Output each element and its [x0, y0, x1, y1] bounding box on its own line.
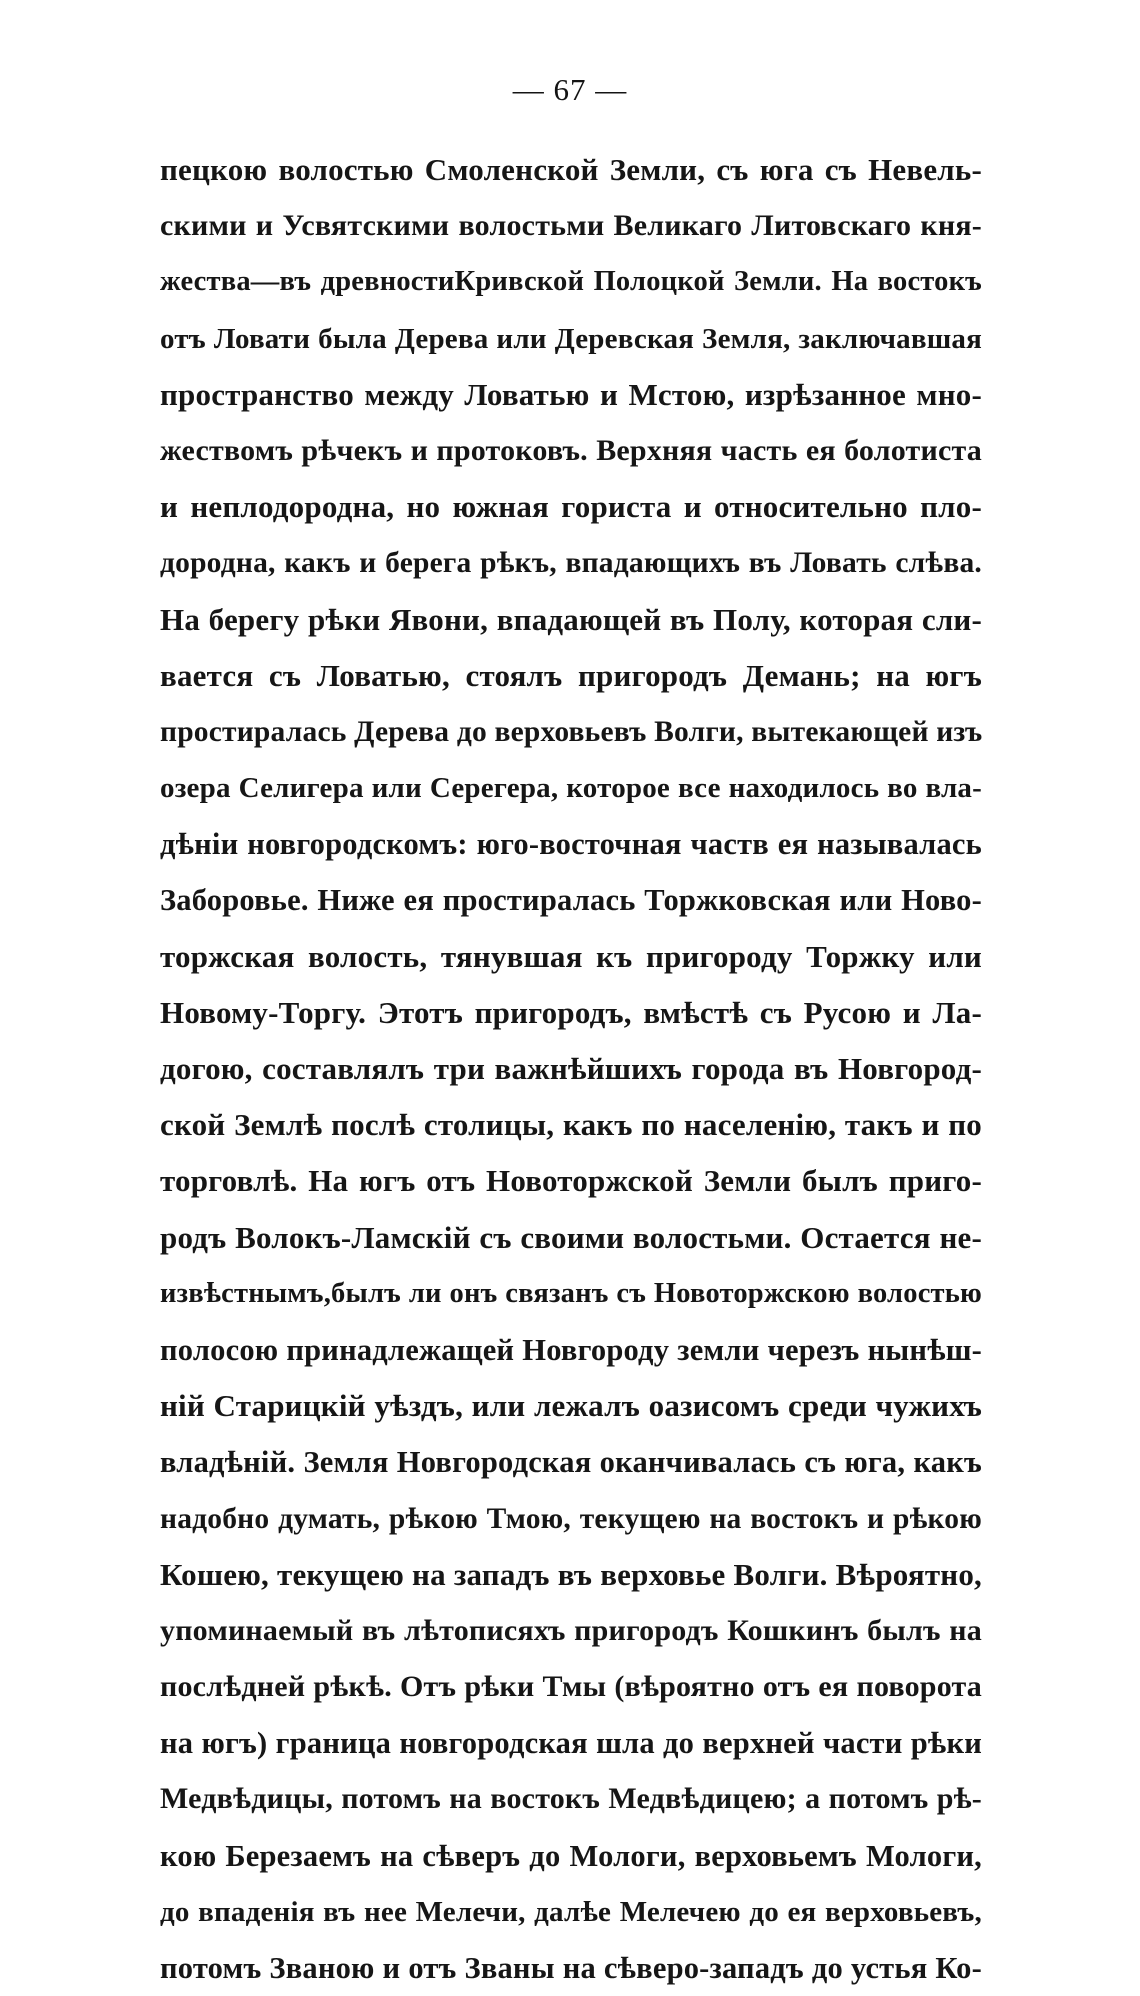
text-line: родъ Волокъ-Ламскій съ своими волостьми. Остается не- [160, 1219, 982, 1255]
text-line: торговлѣ. На югъ отъ Новоторжской Земли былъ приго- [160, 1163, 982, 1199]
text-line: на югъ) граница новгородская шла до верхней части рѣки [160, 1726, 982, 1761]
text-line: до впаденія въ нее Мелечи, далѣе Мелечею до ея верховьевъ, [160, 1895, 982, 1928]
text-line: дородна, какъ и берега рѣкъ, впадающихъ въ Ловать слѣва. [160, 547, 982, 580]
text-line: полосою принадлежащей Новгороду земли черезъ нынѣш- [160, 1332, 982, 1367]
text-line: Новому-Торгу. Этотъ пригородъ, вмѣстѣ съ Русою и Ла- [160, 994, 982, 1030]
text-line: вается съ Ловатью, стоялъ пригородъ Демань; на югъ [160, 657, 982, 693]
text-line: владѣній. Земля Новгородская оканчивалась съ юга, какъ [160, 1445, 982, 1480]
text-line: ской Землѣ послѣ столицы, какъ по населенію, такъ и по [160, 1107, 982, 1143]
text-line: упоминаемый въ лѣтописяхъ пригородъ Кошкинъ былъ на [160, 1613, 982, 1647]
text-line: извѣстнымъ,былъ ли онъ связанъ съ Новоторжскою волостью [160, 1277, 982, 1309]
text-line: ній Старицкій уѣздъ, или лежалъ оазисомъ среди чужихъ [160, 1388, 982, 1424]
text-line: На берегу рѣки Явони, впадающей въ Полу, которая сли- [160, 601, 982, 637]
text-line: Заборовье. Ниже ея простиралась Торжковская или Ново- [160, 883, 982, 918]
text-line: потомъ Званою и отъ Званы на сѣверо-западъ до устья Ко- [160, 1951, 982, 1985]
text-line: послѣдней рѣкѣ. Отъ рѣки Тмы (вѣроятно отъ ея поворота [160, 1670, 982, 1704]
text-line: надобно думать, рѣкою Тмою, текущею на востокъ и рѣкою [160, 1502, 982, 1535]
page-number: — 67 — [512, 72, 628, 107]
text-line: озера Селигера или Серегера, которое все находилось во вла- [160, 772, 982, 805]
text-line: жества—въ древностиКривской Полоцкой Земли. На востокъ [160, 266, 982, 298]
body-text [160, 142, 982, 1996]
text-line: отъ Ловати была Дерева или Деревская Земля, заключавшая [160, 322, 982, 355]
text-line: скими и Усвятскими волостьми Великаго Литовскаго кня- [160, 209, 982, 243]
text-line: кою Березаемъ на сѣверъ до Мологи, верховьемъ Мологи, [160, 1838, 982, 1873]
text-line: Кошею, текущею на западъ въ верховье Волги. Вѣроятно, [160, 1556, 982, 1592]
text-line: дѣніи новгородскомъ: юго-восточная частв ея называлась [160, 827, 982, 862]
text-line: торжская волость, тянувшая къ пригороду Торжку или [160, 938, 982, 974]
text-line: пространство между Ловатью и Мстою, изрѣзанное мно- [160, 376, 982, 412]
text-line: простиралась Дерева до верховьевъ Волги, вытекающей изъ [160, 715, 982, 748]
text-line: Медвѣдицы, потомъ на востокъ Медвѣдицею; а потомъ рѣ- [160, 1782, 982, 1816]
text-line: догою, составлялъ три важнѣйшихъ города въ Новгород- [160, 1051, 982, 1086]
text-line: жествомъ рѣчекъ и протоковъ. Верхняя часть ея болотиста [160, 433, 982, 467]
text-line: пецкою волостью Смоленской Земли, съ юга съ Невель- [160, 152, 982, 187]
text-line: и неплодородна, но южная гориста и относительно пло- [160, 489, 982, 525]
